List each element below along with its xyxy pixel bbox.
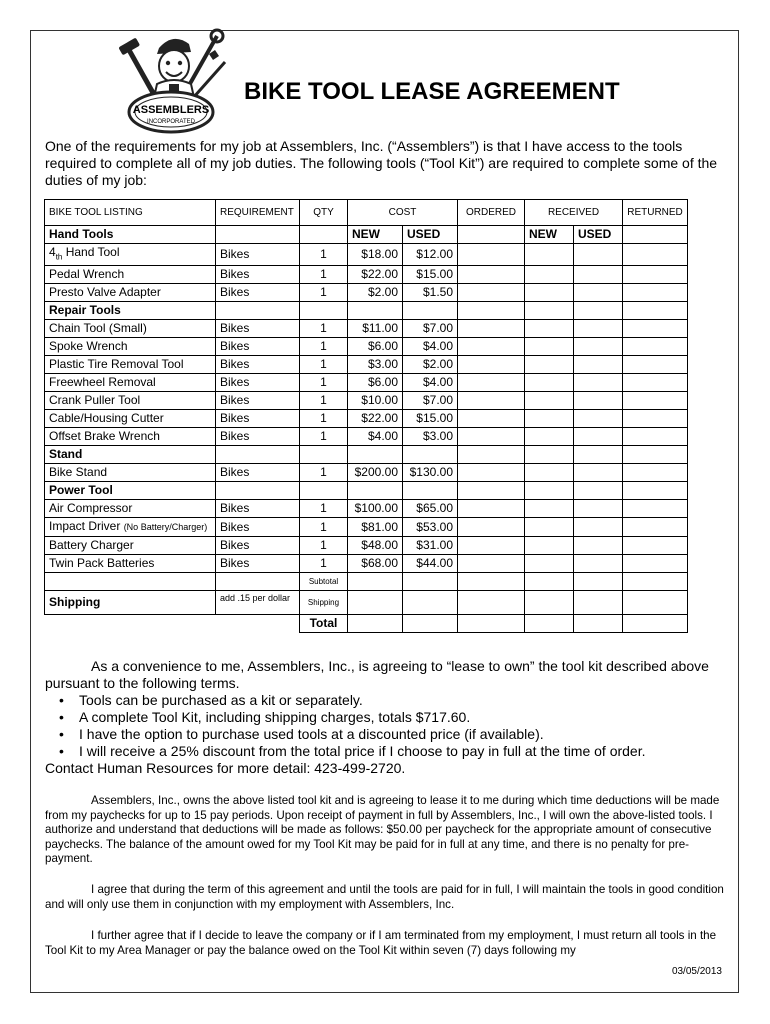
shipping-qty-label: Shipping xyxy=(300,591,348,615)
subheader-cost-used: USED xyxy=(403,226,458,244)
table-row: $4_{th}$ Hand Tool Bikes 1 $18.00 $12.00 xyxy=(45,244,688,266)
table-row: Battery Charger Bikes 1 $48.00 $31.00 xyxy=(45,537,688,555)
section-repair-tools: Repair Tools xyxy=(45,302,216,320)
table-row: Freewheel Removal Bikes 1 $6.00 $4.00 xyxy=(45,374,688,392)
table-row: Spoke Wrench Bikes 1 $6.00 $4.00 xyxy=(45,338,688,356)
hammer-icon xyxy=(118,38,157,100)
logo-subtext: INCORPORATED xyxy=(147,119,195,125)
table-row: Cable/Housing Cutter Bikes 1 $22.00 $15.00 xyxy=(45,410,688,428)
list-item: • I will receive a 25% discount from the total price if I choose to pay in full at the time of order. xyxy=(59,743,646,759)
table-row: Chain Tool (Small) Bikes 1 $11.00 $7.00 xyxy=(45,320,688,338)
table-row: Pedal Wrench Bikes 1 $22.00 $15.00 xyxy=(45,266,688,284)
list-item: • I have the option to purchase used tools at a discounted price (if available). xyxy=(59,726,544,742)
subheader-cost-new: NEW xyxy=(348,226,403,244)
intro-paragraph: One of the requirements for my job at Assemblers, Inc. (“Assemblers”) is that I have access to the tools required to complete all of my job duties. The following tools (“Tool Kit”) are required to complete some of the duties of my job: xyxy=(45,138,718,188)
header-listing: BIKE TOOL LISTING xyxy=(45,200,216,226)
header-cost: COST xyxy=(348,200,458,226)
table-row: Impact Driver (No Battery/Charger) Bikes 1 $81.00 $53.00 xyxy=(45,518,688,537)
subheader-received-used: USED xyxy=(574,226,623,244)
table-row: Offset Brake Wrench Bikes 1 $4.00 $3.00 xyxy=(45,428,688,446)
terms-section xyxy=(45,658,725,777)
contact-line: Contact Human Resources for more detail: 423-499-2720. xyxy=(45,760,406,776)
list-item: • A complete Tool Kit, including shipping charges, totals $717.60. xyxy=(59,709,471,725)
header-requirement: REQUIREMENT xyxy=(216,200,300,226)
section-stand: Stand xyxy=(45,446,216,464)
list-item: • Tools can be purchased as a kit or separately. xyxy=(59,692,363,708)
table-row: Plastic Tire Removal Tool Bikes 1 $3.00 $2.00 xyxy=(45,356,688,374)
subheader-received-new: NEW xyxy=(525,226,574,244)
assemblers-logo xyxy=(113,26,231,136)
page-title: BIKE TOOL LEASE AGREEMENT xyxy=(244,78,620,105)
document-date: 03/05/2013 xyxy=(671,966,722,977)
section-power-tool: Power Tool xyxy=(45,482,216,500)
table-row: Presto Valve Adapter Bikes 1 $2.00 $1.50 xyxy=(45,284,688,302)
total-label: Total xyxy=(300,615,348,633)
legal-paragraph-3: I further agree that if I decide to leave the company or if I am terminated from my employment, I must return all tools in the Tool Kit to my Area Manager or pay the balance owed on the Tool Kit within seven (7) days following my xyxy=(45,929,717,957)
legal-paragraph-1: Assemblers, Inc., owns the above listed tool kit and is agreeing to lease it to me during which time deductions will be made from my paychecks for up to 15 pay periods. Upon receipt of payment in full by Assemblers, Inc., I will own the above-listed tools. I authorize and understand that deductions will be made as follows: $50.00 per paycheck for the appropriate amount of consecutive paychecks. The balance of the amount owed for my Tool Kit may be paid for in full at any time, and there is no penalty for pre-payment. xyxy=(45,794,720,865)
shipping-label: Shipping xyxy=(45,591,216,615)
terms-list xyxy=(45,692,725,760)
shipping-requirement: add .15 per dollar xyxy=(216,591,300,615)
header-returned: RETURNED xyxy=(623,200,688,226)
legal-paragraph-2: I agree that during the term of this agreement and until the tools are paid for in full, I will maintain the tools in good condition and will only use them in conjunction with my employment with Assemblers, Inc. xyxy=(45,883,724,911)
table-row: Crank Puller Tool Bikes 1 $10.00 $7.00 xyxy=(45,392,688,410)
table-row: Air Compressor Bikes 1 $100.00 $65.00 xyxy=(45,500,688,518)
section-hand-tools: Hand Tools xyxy=(45,226,216,244)
header-received: RECEIVED xyxy=(525,200,623,226)
table-row: Twin Pack Batteries Bikes 1 $68.00 $44.00 xyxy=(45,555,688,573)
logo-text: ASSEMBLERS xyxy=(132,104,210,116)
subtotal-label: Subtotal xyxy=(300,573,348,591)
terms-lead: As a convenience to me, Assemblers, Inc., is agreeing to “lease to own” the tool kit described above pursuant to the following terms. xyxy=(45,658,709,691)
tool-table xyxy=(44,199,688,633)
table-row: Bike Stand Bikes 1 $200.00 $130.00 xyxy=(45,464,688,482)
header-ordered: ORDERED xyxy=(458,200,525,226)
header-qty: QTY xyxy=(300,200,348,226)
